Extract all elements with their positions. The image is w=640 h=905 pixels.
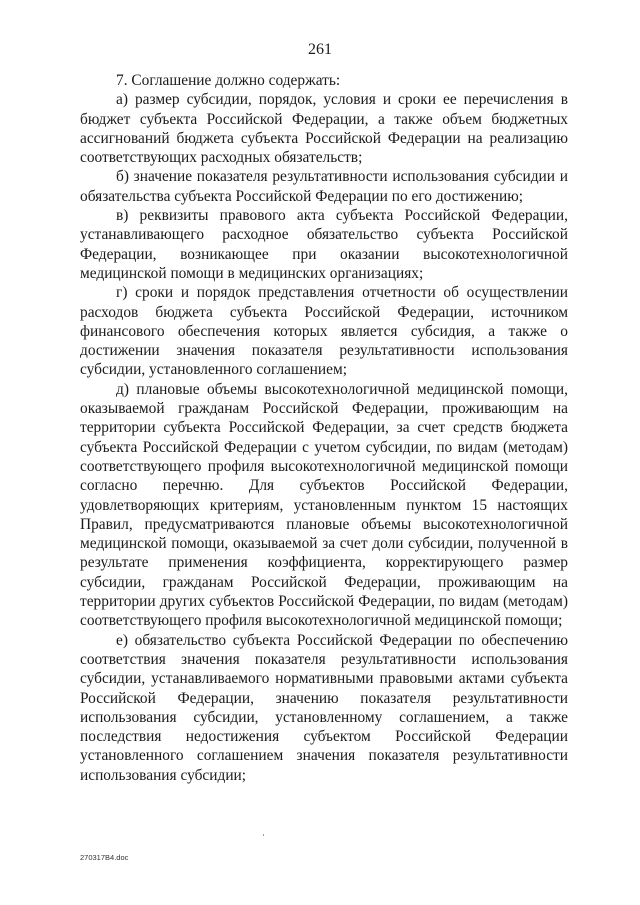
page-number: 261 — [308, 41, 332, 58]
document-body — [80, 71, 568, 785]
paragraph-subitem-g: г) сроки и порядок представления отчетности об осуществлении расходов бюджета субъекта Российской Федерации, источником финансового обеспечения которых является субсидия, а также о достижении значения показателя результативности использования субсидии, установленного соглашением; — [80, 284, 568, 379]
scan-speck — [263, 834, 264, 836]
paragraph-subitem-v: в) реквизиты правового акта субъекта Российской Федерации, устанавливающего расходное обязательство субъекта Российской Федерации, возникающее при оказании высокотехнологичной медицинской помощи в медицинских организациях; — [80, 207, 568, 282]
paragraph-item-7: 7. Соглашение должно содержать: — [116, 72, 341, 89]
footer-document-code: 270317В4.doc — [80, 853, 129, 862]
paragraph-subitem-e: е) обязательство субъекта Российской Федерации по обеспечению соответствия значения показателя результативности использования субсидии, устанавливаемого нормативными правовыми актами субъекта Российской Федерации, значению показателя результативности использования субсидии, установленному соглашением, а также последствия недостижения субъектом Российской Федерации установленного соглашением значения показателя результативности использования субсидии; — [80, 631, 568, 784]
paragraph-subitem-d: д) плановые объемы высокотехнологичной медицинской помощи, оказываемой гражданам Российской Федерации, проживающим на территории субъекта Российской Федерации, за счет средств бюджета субъекта Российской Федерации с учетом субсидии, по видам (методам) соответствующего профиля высокотехнологичной медицинской помощи согласно перечню. Для субъектов Российской Федерации, удовлетворяющих критериям, установленным пунктом 15 настоящих Правил, предусматриваются плановые объемы высокотехнологичной медицинской помощи, оказываемой за счет доли субсидии, полученной в результате применения коэффициента, корректирующего размер субсидии, гражданам Российской Федерации, проживающим на территории других субъектов Российской Федерации, по видам (методам) соответствующего профиля высокотехнологичной медицинской помощи; — [80, 380, 568, 630]
paragraph-subitem-a: а) размер субсидии, порядок, условия и сроки ее перечисления в бюджет субъекта Российской Федерации, а также объем бюджетных ассигнований бюджета субъекта Российской Федерации на реализацию соответствующих расходных обязательств; — [80, 91, 568, 167]
paragraph-subitem-b: б) значение показателя результативности использования субсидии и обязательства субъекта Российской Федерации по его достижению; — [80, 168, 568, 205]
